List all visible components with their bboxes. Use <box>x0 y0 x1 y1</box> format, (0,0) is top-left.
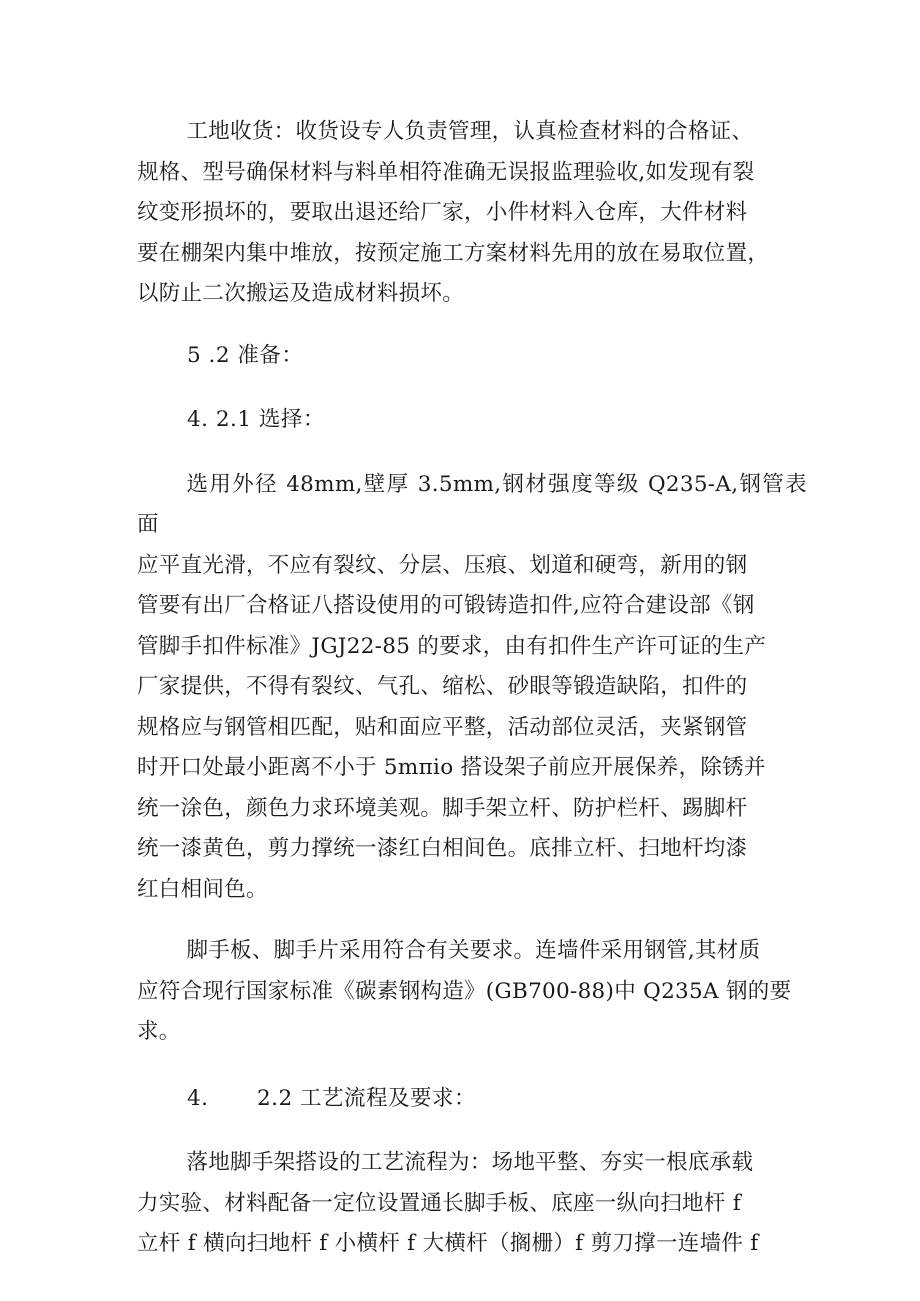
spacer <box>137 1053 807 1079</box>
heading-selection: 4. 2.1 选择： <box>187 407 325 432</box>
heading-process-text: 2.2 工艺流程及要求： <box>257 1085 477 1111</box>
paragraph-site-receiving: 工地收货：收货设专人负责管理，认真检查材料的合格证、 规格、型号确保材料与料单相符准确无误报监理验收,如发现有裂 纹变形损坏的，要取出退还给厂家，小件材料入仓库，大件材料 要在棚架内集中堆放，按预定施工方案材料先用的放在易取位置， 以防止二次搬运及造成材料损坏。 <box>137 119 770 306</box>
spacer <box>137 315 807 336</box>
heading-preparation: 5 .2 准备： <box>187 342 304 368</box>
heading-process-flow <box>137 1079 807 1120</box>
document-page <box>137 112 807 1265</box>
spacer <box>137 910 807 931</box>
paragraph-process-flow: 落地脚手架搭设的工艺流程为：场地平整、夯实一根底承载 力实验、材料配备一定位设置通长脚手板、底座一纵向扫地杆 f 立杆 f 横向扫地杆 f 小横杆 f 大横杆（搁栅）f 剪刀撑一连墙件 f <box>137 1150 759 1256</box>
spacer <box>137 1119 807 1143</box>
spacer <box>137 441 807 465</box>
paragraph-scaffold-boards: 脚手板、脚手片采用符合有关要求。连墙件采用钢管,其材质 应符合现行国家标准《碳素钢构造》(GB700-88)中 Q235A 钢的要 求。 <box>137 938 792 1044</box>
spacer <box>137 376 807 400</box>
heading-process-number: 4. <box>187 1085 209 1111</box>
paragraph-material-selection: 选用外径 48mm,壁厚 3.5mm,钢材强度等级 Q235-A,钢管表面 应平直光滑，不应有裂纹、分层、压痕、划道和硬弯，新用的钢 管要有出厂合格证八搭设使用的可锻铸造扣件,应符合建设部《钢 管脚手扣件标准》JGJ22-85 的要求，由有扣件生产许可证的生产 厂家提供，不得有裂纹、气孔、缩松、砂眼等锻造缺陷，扣件的 规格应与钢管相匹配，贴和面应平整，活动部位灵活，夹紧钢管 时开口处最小距离不小于 5mπio 搭设架子前应开展保养，除锈并 统一涂色，颜色力求环境美观。脚手架立杆、防护栏杆、踢脚杆 统一漆黄色，剪力撑统一漆红白相间色。底排立杆、扫地杆均漆 红白相间色。 <box>137 471 807 902</box>
